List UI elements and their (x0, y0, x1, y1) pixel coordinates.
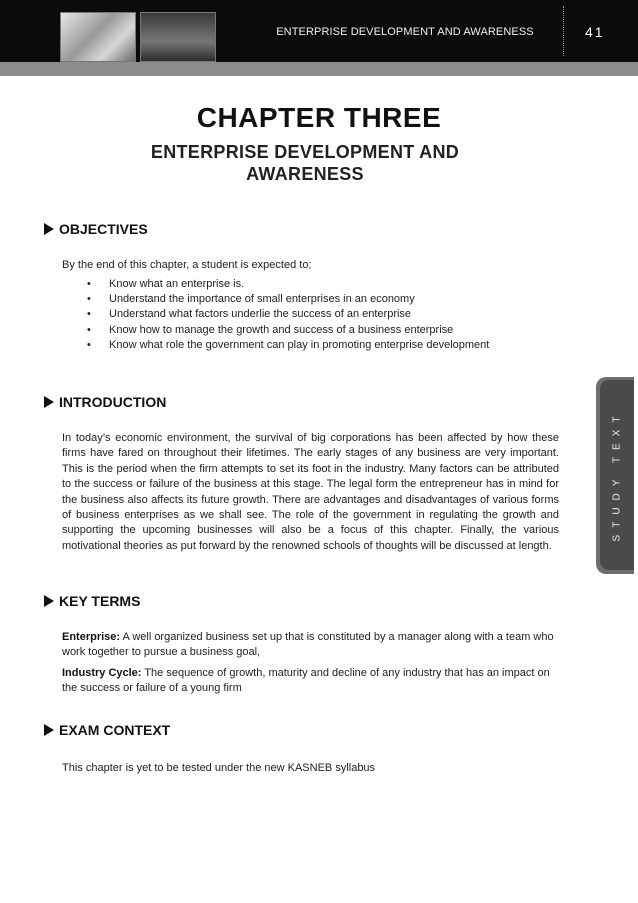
list-item: • Know what an enterprise is. (62, 277, 559, 292)
key-term-item (62, 630, 559, 660)
chapter-title: CHAPTER THREE (196, 102, 442, 133)
key-terms-heading-label: KEY TERMS (59, 593, 141, 609)
header-image-buildings (140, 12, 216, 62)
key-term-definition: The sequence of growth, maturity and decline of any industry that has an impact on the success or failure of a young firm (62, 667, 550, 694)
objectives-heading-label: OBJECTIVES (59, 221, 148, 237)
key-term-item (62, 666, 559, 696)
play-arrow-icon (44, 223, 54, 235)
bullet-icon: • (87, 323, 91, 336)
key-term-name: Industry Cycle: (62, 667, 142, 679)
side-tab-text (600, 380, 634, 570)
list-item: • Know how to manage the growth and success of a business enterprise (62, 323, 559, 338)
objectives-heading (44, 221, 148, 237)
objectives-list (62, 277, 559, 353)
bullet-icon: • (87, 293, 91, 306)
play-arrow-icon (44, 724, 54, 736)
exam-context-heading-label: EXAM CONTEXT (59, 722, 171, 738)
key-term-definition: A well organized business set up that is constituted by a manager along with a team who work together to pursue a business goal, (62, 631, 554, 658)
key-terms-heading (44, 593, 140, 609)
exam-context-body: This chapter is yet to be tested under the new KASNEB syllabus (62, 762, 376, 774)
header-strip (0, 62, 638, 76)
introduction-heading-label: INTRODUCTION (59, 394, 167, 410)
key-terms-list (62, 630, 559, 702)
introduction-body: In today’s economic environment, the survival of big corporations has been affected by how these firms have fared on throughout their lifetimes. The early stages of any business are very important. This is the period when the firm attempts to set its foot in the industry. Many factors can be attributed to the success or failure of the business at this stage. The legal form the entrepreneur has in mind for the business also affects its future growth. There are advantages and disadvantages of various forms of business enterprises as we shall see. The role of the government in regulating the growth and supporting the upcoming businesses will also be a focus of this chapter. Finally, the various motivational theories as put forward by the renowned schools of thoughts will be discussed at length. (62, 432, 559, 552)
play-arrow-icon (44, 595, 54, 607)
list-item: • Understand the importance of small enterprises in an economy (62, 292, 559, 307)
side-tab-label: STUDY TEXT (611, 409, 623, 541)
list-item: • Know what role the government can play in promoting enterprise development (62, 338, 559, 353)
key-term-name: Enterprise: (62, 631, 121, 643)
exam-context-heading (44, 722, 170, 738)
header-divider (563, 6, 564, 56)
objectives-intro: By the end of this chapter, a student is expected to; (62, 259, 312, 271)
bullet-icon: • (87, 278, 91, 290)
header-image-calculator (60, 12, 136, 62)
bullet-icon: • (87, 338, 91, 351)
page-number: 41 (585, 24, 605, 40)
play-arrow-icon (44, 396, 54, 408)
introduction-heading (44, 394, 166, 410)
chapter-subtitle: ENTERPRISE DEVELOPMENT AND AWARENESS (150, 142, 460, 184)
list-item: • Understand what factors underlie the success of an enterprise (62, 307, 559, 322)
bullet-icon: • (87, 308, 91, 321)
running-header-title: ENTERPRISE DEVELOPMENT AND AWARENESS (276, 26, 534, 38)
